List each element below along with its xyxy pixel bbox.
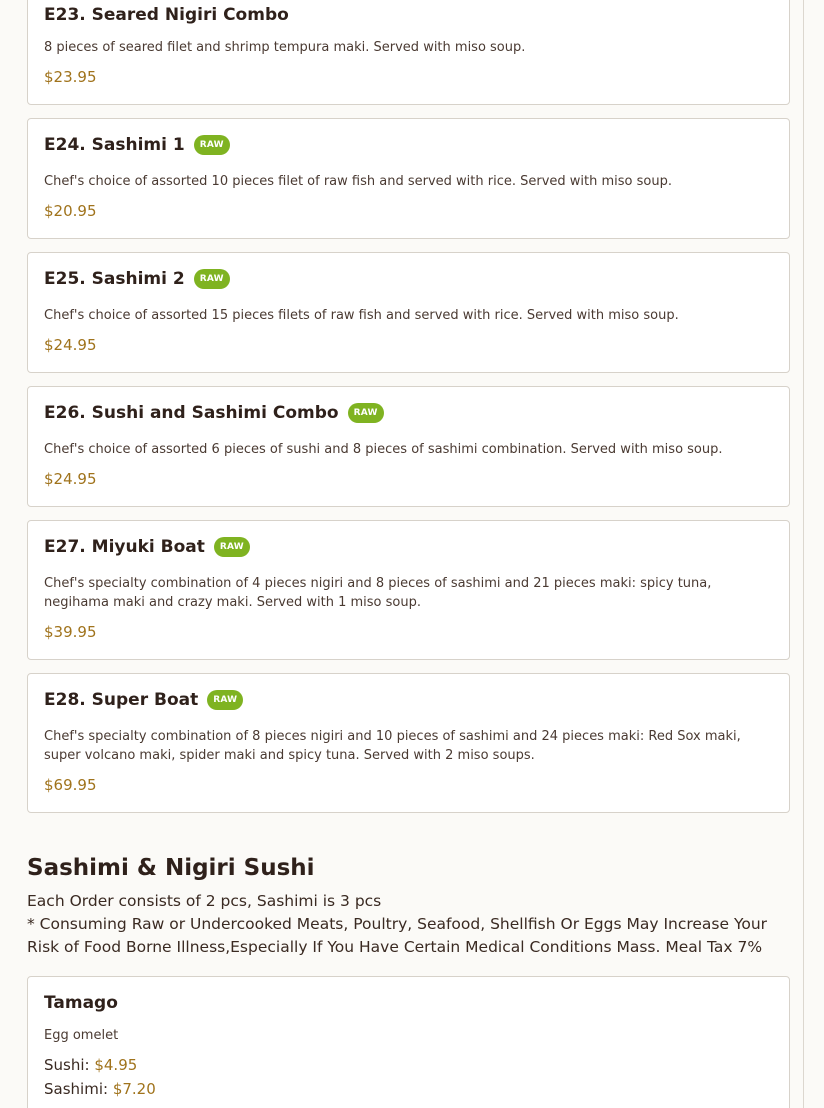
section-description bbox=[27, 890, 792, 959]
menu-item-title: E25. Sashimi 2 bbox=[44, 269, 185, 289]
menu-item-title: Tamago bbox=[44, 993, 118, 1013]
variant-label: Sashimi: bbox=[44, 1080, 113, 1098]
raw-badge: RAW bbox=[207, 690, 243, 710]
raw-badge: RAW bbox=[214, 537, 250, 557]
divider bbox=[803, 0, 804, 1108]
menu-item-card[interactable] bbox=[27, 520, 790, 660]
menu-item-title: E27. Miyuki Boat bbox=[44, 537, 205, 557]
menu-item-title: E28. Super Boat bbox=[44, 690, 199, 710]
menu-item-description: Chef's choice of assorted 10 pieces filet of raw fish and served with rice. Served with miso soup. bbox=[44, 174, 672, 189]
price-variant-sushi[interactable] bbox=[44, 1055, 137, 1075]
section-note-portion: Each Order consists of 2 pcs, Sashimi is 3 pcs bbox=[27, 892, 382, 910]
raw-badge: RAW bbox=[194, 135, 230, 155]
raw-badge: RAW bbox=[348, 403, 384, 423]
menu-item-card[interactable] bbox=[27, 252, 790, 373]
menu-item-price: $69.95 bbox=[44, 776, 97, 794]
menu-item-price: $39.95 bbox=[44, 623, 97, 641]
section-note-warning: * Consuming Raw or Undercooked Meats, Poultry, Seafood, Shellfish Or Eggs May Increase Your Risk of Food Borne Illness,Especially If You Have Certain Medical Conditions Mass. Meal Tax 7% bbox=[27, 915, 768, 956]
variant-label: Sushi: bbox=[44, 1056, 95, 1074]
menu-item-title: E23. Seared Nigiri Combo bbox=[44, 5, 289, 25]
menu-item-description: Chef's specialty combination of 4 pieces nigiri and 8 pieces of sashimi and 21 pieces maki: spicy tuna, negihama maki and crazy maki. Served with 1 miso soup. bbox=[44, 576, 712, 610]
section-title: Sashimi & Nigiri Sushi bbox=[27, 855, 315, 881]
variant-price: $7.20 bbox=[112, 1080, 156, 1098]
menu-item-price: $24.95 bbox=[44, 336, 97, 354]
menu-item-description: Egg omelet bbox=[44, 1028, 119, 1043]
menu-item-card[interactable] bbox=[27, 118, 790, 239]
menu-item-card[interactable] bbox=[27, 0, 790, 105]
menu-item-description: Chef's specialty combination of 8 pieces nigiri and 10 pieces of sashimi and 24 pieces maki: Red Sox maki, super volcano maki, spider maki and spicy tuna. Served with 2 miso soups. bbox=[44, 729, 741, 763]
raw-badge: RAW bbox=[194, 269, 230, 289]
menu-item-price: $23.95 bbox=[44, 68, 97, 86]
menu-item-price: $20.95 bbox=[44, 202, 97, 220]
price-variant-sashimi[interactable] bbox=[44, 1079, 156, 1099]
menu-item-title: E26. Sushi and Sashimi Combo bbox=[44, 403, 339, 423]
menu-item-price: $24.95 bbox=[44, 470, 97, 488]
variant-price: $4.95 bbox=[94, 1056, 138, 1074]
menu-item-description: 8 pieces of seared filet and shrimp tempura maki. Served with miso soup. bbox=[44, 40, 526, 55]
menu-item-card[interactable] bbox=[27, 673, 790, 813]
menu-item-description: Chef's choice of assorted 6 pieces of sushi and 8 pieces of sashimi combination. Served with miso soup. bbox=[44, 442, 723, 457]
menu-item-description: Chef's choice of assorted 15 pieces filets of raw fish and served with rice. Served with miso soup. bbox=[44, 308, 679, 323]
menu-item-card[interactable] bbox=[27, 386, 790, 507]
menu-item-title: E24. Sashimi 1 bbox=[44, 135, 185, 155]
menu-item-card[interactable] bbox=[27, 976, 790, 1108]
